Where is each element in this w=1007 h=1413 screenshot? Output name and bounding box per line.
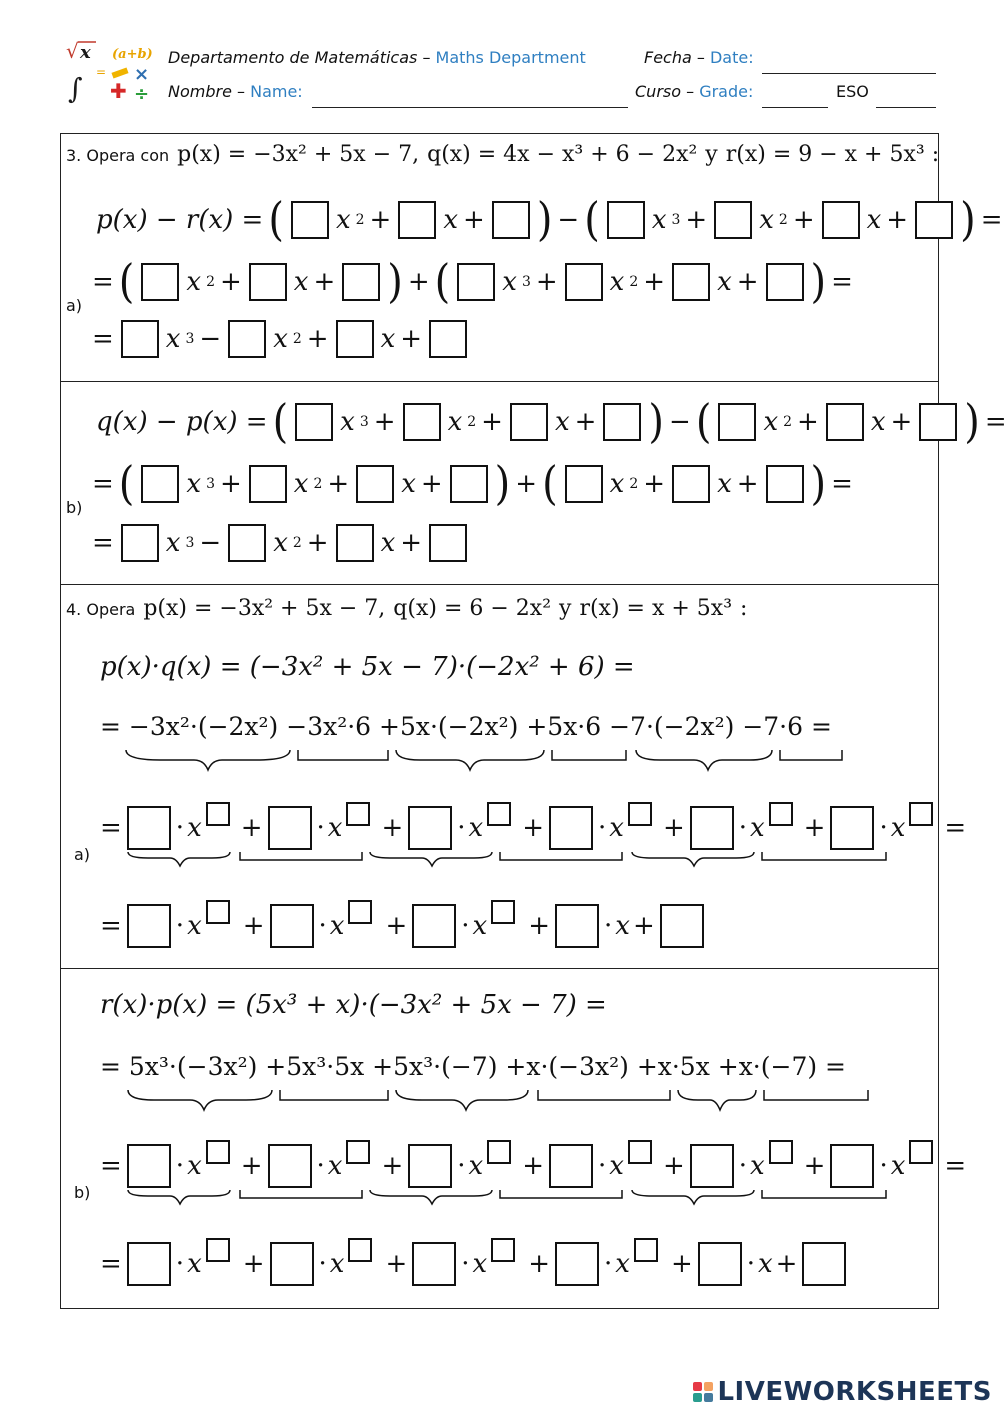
coef-box[interactable] xyxy=(408,1144,452,1188)
grade-value: ESO xyxy=(836,82,869,101)
exercise4a-line1: p(x)·q(x) = (−3x² + 5x − 7)·(−2x² + 6) = xyxy=(100,652,635,682)
exercise4-label-a: a) xyxy=(74,845,91,864)
answer-box[interactable] xyxy=(295,403,333,441)
grade-field[interactable] xyxy=(762,106,828,108)
section-divider xyxy=(60,381,939,382)
exercise4b-term-braces xyxy=(124,1088,904,1112)
coef-box[interactable] xyxy=(802,1242,846,1286)
exp-box[interactable] xyxy=(634,1238,658,1262)
answer-box[interactable] xyxy=(121,524,159,562)
svg-text:×: × xyxy=(134,64,150,85)
answer-box[interactable] xyxy=(607,201,645,239)
exp-box[interactable] xyxy=(206,1140,230,1164)
answer-box[interactable] xyxy=(228,524,266,562)
logo-formula: (a+b) xyxy=(112,47,153,62)
exp-box[interactable] xyxy=(206,802,230,826)
coef-box[interactable] xyxy=(270,904,314,948)
coef-box[interactable] xyxy=(412,904,456,948)
exp-box[interactable] xyxy=(487,1140,511,1164)
coef-box[interactable] xyxy=(690,1144,734,1188)
exp-box[interactable] xyxy=(769,1140,793,1164)
answer-box[interactable] xyxy=(342,263,380,301)
date-field[interactable] xyxy=(762,72,936,74)
answer-box[interactable] xyxy=(398,201,436,239)
coef-box[interactable] xyxy=(408,806,452,850)
exercise3a-lhs: p(x) − r(x) = xyxy=(96,205,264,235)
answer-box[interactable] xyxy=(356,465,394,503)
exp-box[interactable] xyxy=(909,1140,933,1164)
exp-box[interactable] xyxy=(206,900,230,924)
exercise4b-answer-braces xyxy=(124,1188,894,1208)
exercise3b-line2: = ( x 3 + x 2 + x + ) + ( x 2 + x + ) = xyxy=(92,457,853,511)
answer-box[interactable] xyxy=(672,263,710,301)
liveworksheets-brand: LIVEWORKSHEETS xyxy=(717,1377,992,1407)
answer-box[interactable] xyxy=(249,465,287,503)
answer-box[interactable] xyxy=(565,465,603,503)
answer-box[interactable] xyxy=(403,403,441,441)
name-label: Nombre – Name: xyxy=(168,82,303,101)
exp-box[interactable] xyxy=(909,802,933,826)
answer-box[interactable] xyxy=(492,201,530,239)
answer-box[interactable] xyxy=(718,403,756,441)
exercise4b-line4: = · x + · x + · x + · x + · x + xyxy=(100,1242,848,1286)
exercise3b-line1: q(x) − p(x) = ( x 3 + x 2 + x + ) − ( x 2 + x + ) = xyxy=(96,395,1007,449)
svg-text:∫: ∫ xyxy=(68,72,83,105)
coef-box[interactable] xyxy=(268,1144,312,1188)
exercise3a-line2: = ( x 2 + x + ) + ( x 3 + x 2 + x + ) = xyxy=(92,255,853,309)
exercise4-label-b: b) xyxy=(74,1183,91,1202)
svg-text:✚: ✚ xyxy=(110,79,127,103)
answer-box[interactable] xyxy=(714,201,752,239)
answer-box[interactable] xyxy=(429,524,467,562)
coef-box[interactable] xyxy=(127,1242,171,1286)
coef-box[interactable] xyxy=(698,1242,742,1286)
coef-box[interactable] xyxy=(127,904,171,948)
answer-box[interactable] xyxy=(141,263,179,301)
exercise4a-answer-braces xyxy=(124,850,894,870)
exercise3b-lhs: q(x) − p(x) = xyxy=(96,407,268,437)
svg-text:=: = xyxy=(96,65,107,79)
exercise3a-line1: p(x) − r(x) = ( x 2 + x + ) − ( x 3 + x 2 + x + ) = xyxy=(96,193,1003,247)
exp-box[interactable] xyxy=(628,1140,652,1164)
coef-box[interactable] xyxy=(127,806,171,850)
exp-box[interactable] xyxy=(769,802,793,826)
answer-box[interactable] xyxy=(429,320,467,358)
exp-box[interactable] xyxy=(491,900,515,924)
answer-box[interactable] xyxy=(672,465,710,503)
exp-box[interactable] xyxy=(491,1238,515,1262)
coef-box[interactable] xyxy=(830,1144,874,1188)
exp-box[interactable] xyxy=(348,1238,372,1262)
svg-text:÷: ÷ xyxy=(134,84,150,105)
answer-box[interactable] xyxy=(919,403,957,441)
date-label: Fecha – Date: xyxy=(644,48,754,67)
exercise3-statement: 3. Opera con p(x) = −3x² + 5x − 7, q(x) = 4x − x³ + 6 − 2x² y r(x) = 9 − x + 5x³ : xyxy=(66,142,940,167)
department-logo xyxy=(64,38,160,106)
exercise4a-line3: = · x + · x + · x + · x + · x + · x = xyxy=(100,806,966,850)
exp-box[interactable] xyxy=(487,802,511,826)
exercise4a-line4: = · x + · x + · x + · x + xyxy=(100,904,706,948)
answer-box[interactable] xyxy=(291,201,329,239)
answer-box[interactable] xyxy=(336,524,374,562)
exercise4b-line2: = 5x³·(−3x²) +5x³·5x +5x³·(−7) +x·(−3x²) +x·5x +x·(−7) = xyxy=(100,1052,847,1081)
svg-text:x: x xyxy=(80,42,91,63)
coef-box[interactable] xyxy=(549,1144,593,1188)
answer-box[interactable] xyxy=(766,263,804,301)
answer-box[interactable] xyxy=(915,201,953,239)
coef-box[interactable] xyxy=(690,806,734,850)
grade-label: Curso – Grade: xyxy=(635,82,754,101)
coef-box[interactable] xyxy=(555,904,599,948)
answer-box[interactable] xyxy=(565,263,603,301)
answer-box[interactable] xyxy=(249,263,287,301)
exp-box[interactable] xyxy=(346,802,370,826)
exercise4b-line3: = · x + · x + · x + · x + · x + · x = xyxy=(100,1144,966,1188)
exercise4a-line2: = −3x²·(−2x²) −3x²·6 +5x·(−2x²) +5x·6 −7·(−2x²) −7·6 = xyxy=(100,712,832,741)
coef-box[interactable] xyxy=(268,806,312,850)
section-divider xyxy=(60,968,939,969)
name-field[interactable] xyxy=(312,106,628,108)
answer-box[interactable] xyxy=(510,403,548,441)
grade-group-field[interactable] xyxy=(876,106,936,108)
exp-box[interactable] xyxy=(206,1238,230,1262)
answer-box[interactable] xyxy=(822,201,860,239)
section-divider xyxy=(60,584,939,585)
liveworksheets-logo xyxy=(693,1377,992,1407)
department-title: Departamento de Matemáticas – Maths Department xyxy=(168,48,586,67)
exercise4a-term-braces xyxy=(120,748,880,772)
answer-box[interactable] xyxy=(121,320,159,358)
liveworksheets-logo-icon xyxy=(693,1382,713,1402)
svg-text:√: √ xyxy=(66,39,79,63)
coef-box[interactable] xyxy=(660,904,704,948)
exercise4b-line1: r(x)·p(x) = (5x³ + x)·(−3x² + 5x − 7) = xyxy=(100,990,607,1020)
exercise3a-line3: = x 3 − x 2 + x + xyxy=(92,320,469,358)
answer-box[interactable] xyxy=(141,465,179,503)
exp-box[interactable] xyxy=(346,1140,370,1164)
coef-box[interactable] xyxy=(555,1242,599,1286)
exercise3-label-b: b) xyxy=(66,498,83,517)
answer-box[interactable] xyxy=(603,403,641,441)
answer-box[interactable] xyxy=(457,263,495,301)
answer-box[interactable] xyxy=(766,465,804,503)
answer-box[interactable] xyxy=(336,320,374,358)
coef-box[interactable] xyxy=(127,1144,171,1188)
exp-box[interactable] xyxy=(348,900,372,924)
answer-box[interactable] xyxy=(450,465,488,503)
coef-box[interactable] xyxy=(549,806,593,850)
exp-box[interactable] xyxy=(628,802,652,826)
answer-box[interactable] xyxy=(826,403,864,441)
coef-box[interactable] xyxy=(270,1242,314,1286)
exercise4-statement: 4. Opera p(x) = −3x² + 5x − 7, q(x) = 6 − 2x² y r(x) = x + 5x³ : xyxy=(66,596,748,621)
coef-box[interactable] xyxy=(412,1242,456,1286)
coef-box[interactable] xyxy=(830,806,874,850)
exercise3b-line3: = x 3 − x 2 + x + xyxy=(92,524,469,562)
exercise3-label-a: a) xyxy=(66,296,83,315)
answer-box[interactable] xyxy=(228,320,266,358)
